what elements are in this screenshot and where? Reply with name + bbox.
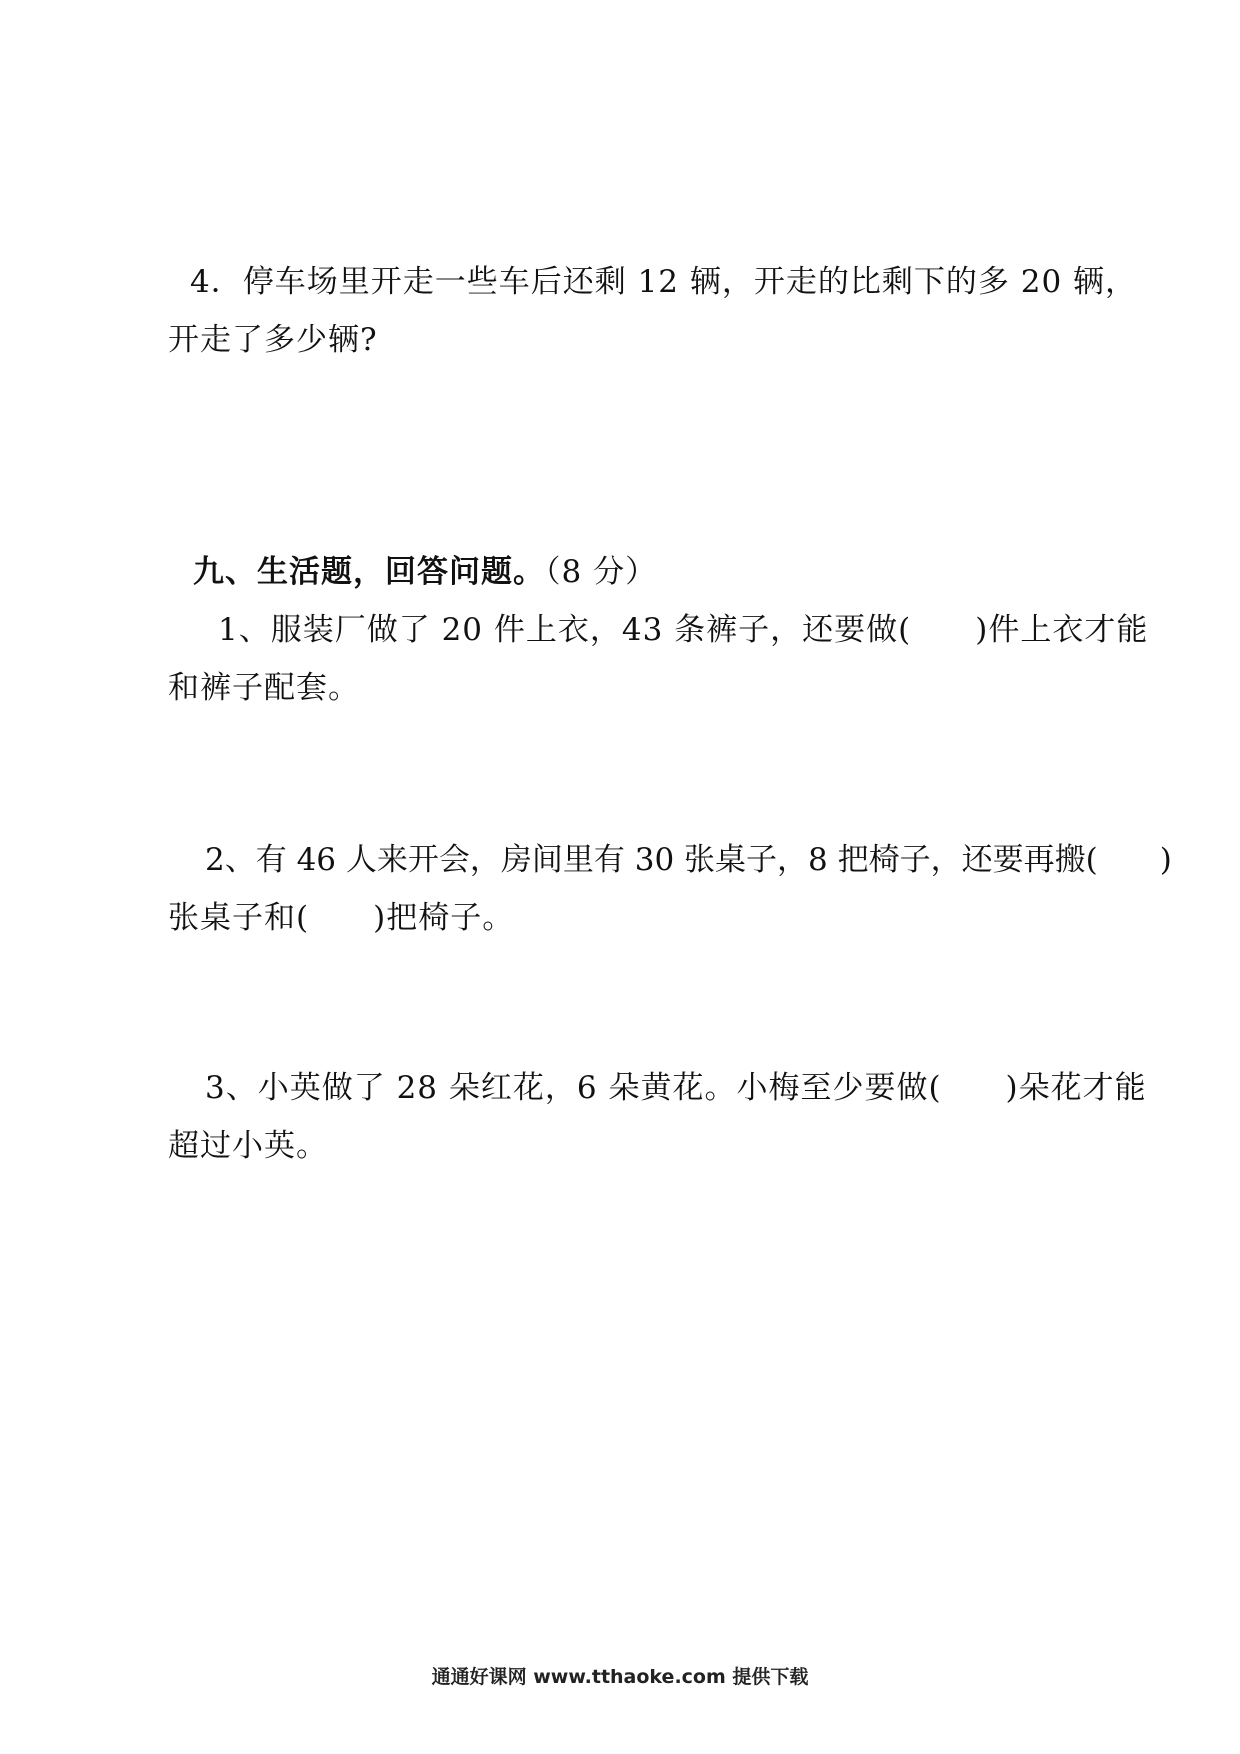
item-2-line-2: 张桌子和( )把椅子。	[168, 900, 515, 936]
section-9-title: 九、生活题，回答问题。	[193, 554, 545, 590]
section-9-heading	[193, 552, 657, 592]
section-9-score: （8 分）	[545, 554, 658, 590]
question-4-line-1: 4．停车场里开走一些车后还剩 12 辆，开走的比剩下的多 20 辆，	[190, 264, 1138, 300]
item-3-line-2: 超过小英。	[168, 1128, 328, 1164]
item-2-line-1: 2、有 46 人来开会，房间里有 30 张桌子，8 把椅子，还要再搬( )	[205, 842, 1172, 878]
item-1-line-2: 和裤子配套。	[168, 670, 360, 706]
question-4-line-2: 开走了多少辆?	[168, 322, 378, 358]
item-3-line-1: 3、小英做了 28 朵红花，6 朵黄花。小梅至少要做( )朵花才能	[205, 1070, 1147, 1106]
item-1-line-1: 1、服装厂做了 20 件上衣，43 条裤子，还要做( )件上衣才能	[218, 612, 1149, 648]
footer-source-note: 通通好课网 www.tthaoke.com 提供下载	[431, 1666, 809, 1688]
